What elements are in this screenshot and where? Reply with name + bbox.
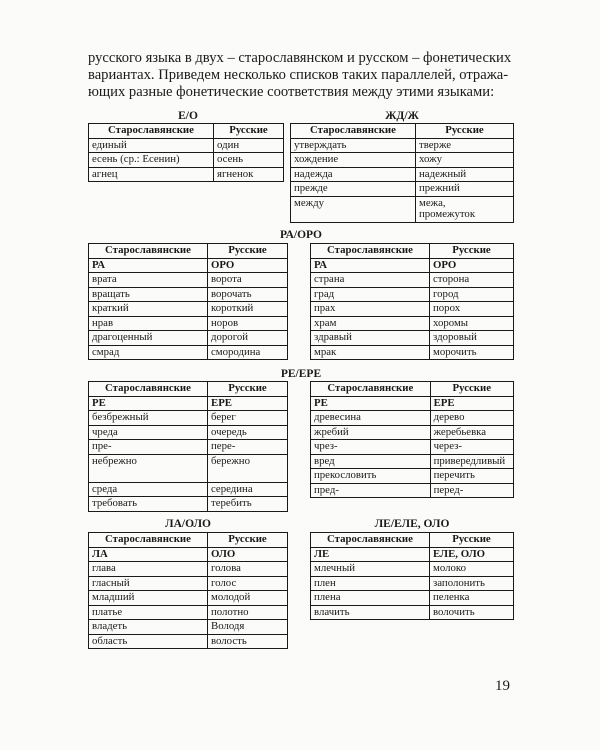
cell-russian: осень <box>214 153 284 168</box>
table-row <box>89 605 288 620</box>
cell-sub-russian: ОЛО <box>208 547 288 562</box>
cell-old-slavonic: храм <box>311 316 430 331</box>
table-row <box>89 454 288 482</box>
col-header-russian: Русские <box>430 244 514 259</box>
col-header-old-slavonic: Старославянские <box>89 382 208 397</box>
table-le-ele-olo <box>310 532 514 620</box>
table-subheader-row <box>89 396 288 411</box>
cell-old-slavonic: единый <box>89 138 214 153</box>
table-row <box>89 167 284 182</box>
cell-russian: середина <box>208 482 288 497</box>
col-header-russian: Русские <box>430 382 513 397</box>
table-re-ere-left <box>88 381 288 512</box>
table-row <box>89 576 288 591</box>
col-header-russian: Русские <box>208 244 288 259</box>
cell-russian: хожу <box>416 153 514 168</box>
cell-old-slavonic: область <box>89 634 208 649</box>
table-header-row <box>89 533 288 548</box>
cell-russian: бережно <box>208 454 288 482</box>
cell-old-slavonic: град <box>311 287 430 302</box>
cell-russian: пере- <box>208 440 288 455</box>
cell-old-slavonic: плена <box>311 591 430 606</box>
table-row <box>89 287 288 302</box>
cell-old-slavonic: платье <box>89 605 208 620</box>
table-header-row <box>311 382 514 397</box>
cell-old-slavonic: драгоценный <box>89 331 208 346</box>
cell-old-slavonic: жребий <box>311 425 431 440</box>
cell-sub-old-slavonic: РЕ <box>311 396 431 411</box>
cell-russian: город <box>430 287 514 302</box>
cell-sub-old-slavonic: РА <box>311 258 430 273</box>
table-subheader-row <box>311 258 514 273</box>
cell-russian: волочить <box>430 605 514 620</box>
table-header-row <box>89 244 288 259</box>
table-subheader-row <box>311 547 514 562</box>
cell-sub-russian: ЕРЕ <box>430 396 513 411</box>
cell-russian: здоровый <box>430 331 514 346</box>
cell-russian: перечить <box>430 469 513 484</box>
cell-russian: норов <box>208 316 288 331</box>
table-row <box>311 302 514 317</box>
cell-russian: короткий <box>208 302 288 317</box>
cell-russian: берег <box>208 411 288 426</box>
cell-old-slavonic: есень (ср.: Есенин) <box>89 153 214 168</box>
cell-russian: дерево <box>430 411 513 426</box>
cell-sub-old-slavonic: ЛА <box>89 547 208 562</box>
table-header-row <box>291 124 514 139</box>
cell-russian: ворота <box>208 273 288 288</box>
cell-russian: голос <box>208 576 288 591</box>
cell-sub-old-slavonic: ЛЕ <box>311 547 430 562</box>
section-heading-le-ele-olo: ЛЕ/ЕЛЕ, ОЛО <box>374 518 450 530</box>
table-row <box>89 138 284 153</box>
col-header-old-slavonic: Старославянские <box>291 124 416 139</box>
cell-old-slavonic: мрак <box>311 345 430 360</box>
table-row <box>89 440 288 455</box>
cell-russian: порох <box>430 302 514 317</box>
cell-old-slavonic: требовать <box>89 497 208 512</box>
intro-paragraph <box>88 50 530 101</box>
cell-old-slavonic: пред- <box>311 483 431 498</box>
table-row <box>89 153 284 168</box>
col-header-old-slavonic: Старославянские <box>311 244 430 259</box>
cell-russian: перед- <box>430 483 513 498</box>
table-header-row <box>89 124 284 139</box>
cell-sub-old-slavonic: РА <box>89 258 208 273</box>
cell-russian: один <box>214 138 284 153</box>
table-ra-oro-right <box>310 243 514 360</box>
cell-old-slavonic: утверждать <box>291 138 416 153</box>
cell-old-slavonic: агнец <box>89 167 214 182</box>
cell-old-slavonic: владеть <box>89 620 208 635</box>
cell-old-slavonic: прекословить <box>311 469 431 484</box>
section-heading-la-olo: ЛА/ОЛО <box>165 518 211 530</box>
cell-old-slavonic: хождение <box>291 153 416 168</box>
table-row <box>311 440 514 455</box>
cell-russian: жеребьевка <box>430 425 513 440</box>
cell-old-slavonic: среда <box>89 482 208 497</box>
table-row <box>89 497 288 512</box>
col-header-russian: Русские <box>208 382 288 397</box>
cell-old-slavonic: смрад <box>89 345 208 360</box>
cell-russian: тверже <box>416 138 514 153</box>
table-row <box>311 425 514 440</box>
table-row <box>89 273 288 288</box>
col-header-russian: Русские <box>208 533 288 548</box>
cell-old-slavonic: влачить <box>311 605 430 620</box>
table-row <box>311 469 514 484</box>
table-header-row <box>311 244 514 259</box>
table-row <box>291 182 514 197</box>
cell-russian: молодой <box>208 591 288 606</box>
col-header-old-slavonic: Старославянские <box>311 533 430 548</box>
cell-russian: ворочать <box>208 287 288 302</box>
cell-russian: пеленка <box>430 591 514 606</box>
table-row <box>311 562 514 577</box>
table-header-row <box>89 382 288 397</box>
col-header-old-slavonic: Старославянские <box>89 244 208 259</box>
cell-russian: очередь <box>208 425 288 440</box>
table-row <box>311 345 514 360</box>
table-row <box>311 454 514 469</box>
cell-old-slavonic: безбрежный <box>89 411 208 426</box>
table-row <box>311 331 514 346</box>
cell-russian: полотно <box>208 605 288 620</box>
cell-old-slavonic: чреда <box>89 425 208 440</box>
cell-russian: смородина <box>208 345 288 360</box>
table-subheader-row <box>89 547 288 562</box>
section-heading-e-o: Е/О <box>178 110 198 122</box>
table-subheader-row <box>311 396 514 411</box>
cell-russian: заполонить <box>430 576 514 591</box>
table-row <box>311 576 514 591</box>
cell-old-slavonic: прах <box>311 302 430 317</box>
cell-old-slavonic: млечный <box>311 562 430 577</box>
cell-old-slavonic: младший <box>89 591 208 606</box>
cell-old-slavonic: нрав <box>89 316 208 331</box>
col-header-russian: Русские <box>430 533 514 548</box>
table-e-o <box>88 123 284 182</box>
table-row <box>89 316 288 331</box>
col-header-old-slavonic: Старославянские <box>89 124 214 139</box>
cell-old-slavonic: глава <box>89 562 208 577</box>
table-row <box>89 411 288 426</box>
section-heading-re-ere: РЕ/ЕРЕ <box>280 368 322 380</box>
table-row <box>89 591 288 606</box>
cell-russian: морочить <box>430 345 514 360</box>
cell-russian: ягненок <box>214 167 284 182</box>
cell-old-slavonic: вращать <box>89 287 208 302</box>
cell-sub-russian: ЕРЕ <box>208 396 288 411</box>
cell-old-slavonic: здравый <box>311 331 430 346</box>
cell-old-slavonic: пре- <box>89 440 208 455</box>
cell-old-slavonic: гласный <box>89 576 208 591</box>
cell-sub-russian: ОРО <box>208 258 288 273</box>
table-row <box>311 316 514 331</box>
table-row <box>311 591 514 606</box>
cell-russian: хоромы <box>430 316 514 331</box>
cell-old-slavonic: небрежно <box>89 454 208 482</box>
col-header-russian: Русские <box>214 124 284 139</box>
table-row <box>89 562 288 577</box>
cell-old-slavonic: врата <box>89 273 208 288</box>
cell-old-slavonic: плен <box>311 576 430 591</box>
table-ra-oro-left <box>88 243 288 360</box>
table-header-row <box>311 533 514 548</box>
intro-line: русского языка в двух – старославянском и русском – фонетических <box>88 50 512 66</box>
table-la-olo <box>88 532 288 649</box>
cell-old-slavonic: краткий <box>89 302 208 317</box>
cell-russian: межа, промежуток <box>416 196 514 222</box>
cell-old-slavonic: чрез- <box>311 440 431 455</box>
table-row <box>291 167 514 182</box>
table-zhd-zh <box>290 123 514 223</box>
cell-sub-old-slavonic: РЕ <box>89 396 208 411</box>
intro-line: вариантах. Приведем несколько списков таких параллелей, отража- <box>88 67 509 83</box>
cell-russian: голова <box>208 562 288 577</box>
cell-old-slavonic: вред <box>311 454 431 469</box>
cell-russian: привередливый <box>430 454 513 469</box>
table-row <box>291 138 514 153</box>
section-heading-zhd-zh: ЖД/Ж <box>385 110 419 122</box>
table-row <box>311 605 514 620</box>
page-number: 19 <box>495 678 510 694</box>
cell-russian: теребить <box>208 497 288 512</box>
table-row <box>89 634 288 649</box>
table-row <box>291 196 514 222</box>
table-row <box>89 331 288 346</box>
cell-old-slavonic: страна <box>311 273 430 288</box>
cell-old-slavonic: древесина <box>311 411 431 426</box>
cell-old-slavonic: надежда <box>291 167 416 182</box>
cell-russian: через- <box>430 440 513 455</box>
col-header-russian: Русские <box>416 124 514 139</box>
cell-russian: сторона <box>430 273 514 288</box>
table-row <box>89 302 288 317</box>
table-row <box>89 482 288 497</box>
table-row <box>89 620 288 635</box>
cell-russian: молоко <box>430 562 514 577</box>
col-header-old-slavonic: Старославянские <box>311 382 431 397</box>
cell-russian: надежный <box>416 167 514 182</box>
intro-line: ющих разные фонетические соответствия между этими языками: <box>88 84 495 100</box>
table-re-ere-right <box>310 381 514 498</box>
table-row <box>311 411 514 426</box>
cell-russian: волость <box>208 634 288 649</box>
cell-russian: прежний <box>416 182 514 197</box>
cell-sub-russian: ЕЛЕ, ОЛО <box>430 547 514 562</box>
table-subheader-row <box>89 258 288 273</box>
col-header-old-slavonic: Старославянские <box>89 533 208 548</box>
table-row <box>311 483 514 498</box>
table-row <box>311 273 514 288</box>
cell-old-slavonic: прежде <box>291 182 416 197</box>
table-row <box>291 153 514 168</box>
cell-russian: Володя <box>208 620 288 635</box>
table-row <box>89 345 288 360</box>
cell-russian: дорогой <box>208 331 288 346</box>
cell-old-slavonic: между <box>291 196 416 222</box>
table-row <box>311 287 514 302</box>
section-heading-ra-oro: РА/ОРО <box>280 229 322 241</box>
cell-sub-russian: ОРО <box>430 258 514 273</box>
table-row <box>89 425 288 440</box>
